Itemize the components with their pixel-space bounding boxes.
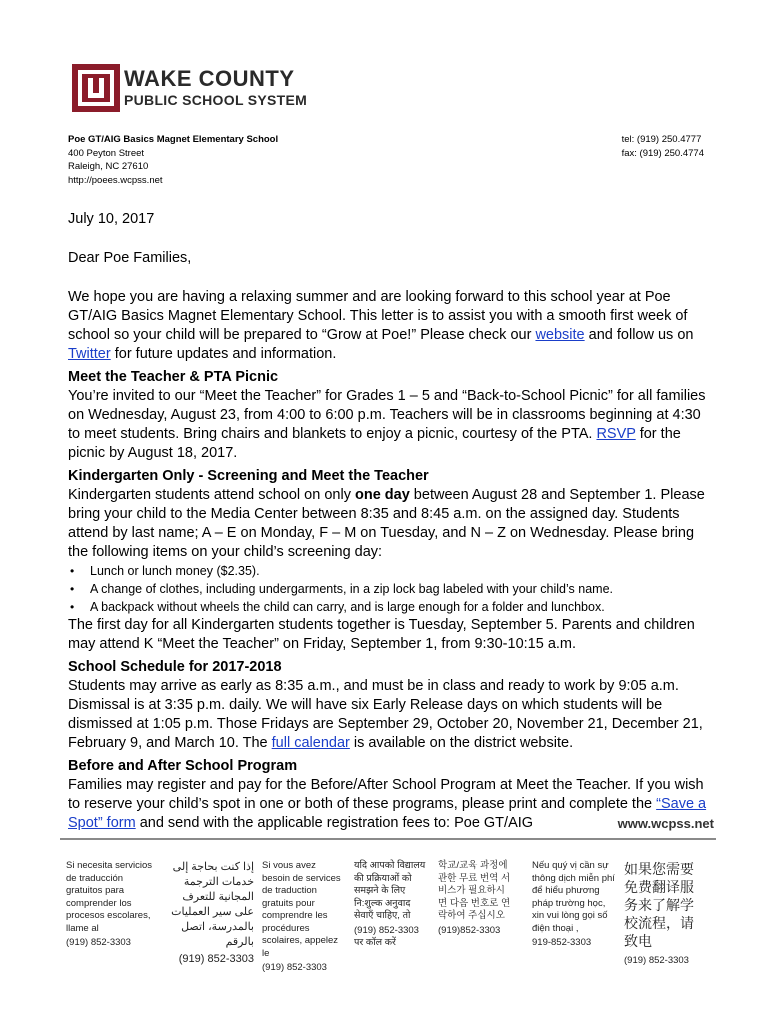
calendar-link[interactable]: full calendar	[271, 735, 350, 751]
notice-french: Si vous avez besoin de services de traduction gratuits pour comprendre les procédures scolaires, appelez le (919) 852-3303	[262, 860, 341, 973]
twitter-link[interactable]: Twitter	[68, 346, 111, 362]
school-name: Poe GT/AIG Basics Magnet Elementary School	[68, 134, 279, 145]
notice-spanish: Si necesita servicios de traducción gratuitos para comprender los procesos escolares, llame al (919) 852-3303	[66, 860, 153, 948]
website-link[interactable]: website	[535, 327, 585, 343]
address-line2: Raleigh, NC 27610	[68, 161, 149, 172]
school-website: http://poees.wcpss.net	[68, 174, 163, 186]
intro-paragraph: We hope you are having a relaxing summer and are looking forward to this school year at Poe GT/AIG Basics Magnet Elementary School. This letter is to assist you with a smooth first week of school so your child will be prepared to “Grow at Poe!” Please check our website and follow us on Twitter for future updates and information.	[68, 289, 694, 362]
tel: tel: (919) 250.4777	[621, 134, 702, 145]
footer-divider	[60, 838, 716, 840]
school-address-block	[68, 133, 278, 187]
greeting: Dear Poe Families,	[68, 250, 192, 266]
notice-chinese: 如果您需要免费翻译服务来了解学校流程，请致电 (919) 852-3303	[624, 861, 694, 966]
notice-korean: 학교/교육 과정에 관한 무료 번역 서비스가 필요하시면 다음 번호로 연락하여 주십시오 (919)852-3303	[438, 860, 511, 936]
notice-hindi: यदि आपको विद्यालय की प्रक्रियाओं को समझने के लिए नि:शुल्क अनुवाद सेवाएँ चाहिए, तो (919) 852-3303 पर कॉल करें	[354, 860, 426, 948]
section-before-after: Before and After School Program Families may register and pay for the Before/After School Program at Meet the Teacher. If you wish to reserve your child’s spot in one or both of these programs, please print and complete the “Save a Spot” form and send with the applicable registration fees to: Poe GT/AIG	[68, 758, 707, 831]
section-heading: School Schedule for 2017-2018	[68, 659, 282, 675]
section-heading: Meet the Teacher & PTA Picnic	[68, 369, 279, 385]
list-item: • Lunch or lunch money ($2.35).	[90, 562, 708, 580]
footer-website: www.wcpss.net	[617, 816, 714, 831]
list-item: • A change of clothes, including undergarments, in a zip lock bag labeled with your child’s name.	[90, 580, 708, 598]
section-schedule: School Schedule for 2017-2018 Students may arrive as early as 8:35 a.m., and must be in class and ready to work by 9:05 a.m. Dismissal is at 3:35 p.m. daily. We will have six Early Release days on which students will be dismissed at 1:05 p.m. Those Fridays are September 29, October 20, November 21, December 21, February 9, and March 10. The full calendar is available on the district website.	[68, 658, 708, 753]
letter-body	[68, 210, 708, 837]
translation-notices	[66, 860, 706, 1000]
notice-vietnamese: Nếu quý vị cần sự thông dịch miễn phí để hiểu phương pháp trường học, xin vui lòng gọi số điện thoại , 919-852-3303	[532, 860, 615, 948]
fax: fax: (919) 250.4774	[621, 147, 704, 159]
notice-arabic: إذا كنت بحاجة إلى خدمات الترجمة المجانية للتعرف على سير العمليات بالمدرسة، اتصل بالرقم (919) 852-3303	[171, 861, 254, 965]
rsvp-link[interactable]: RSVP	[596, 426, 636, 442]
contact-block	[622, 133, 704, 160]
section-heading: Kindergarten Only - Screening and Meet the Teacher	[68, 468, 429, 484]
save-a-spot-link[interactable]: “Save a Spot” form	[68, 796, 707, 831]
org-name: WAKE COUNTY	[124, 66, 295, 91]
section-meet-teacher: Meet the Teacher & PTA Picnic You’re invited to our “Meet the Teacher” for Grades 1 – 5 and “Back-to-School Picnic” for all families on Wednesday, August 23, from 4:00 to 6:00 p.m. Teachers will be in classrooms beginning at 4:30 to meet students. Bring chairs and blankets to enjoy a picnic, courtesy of the PTA. RSVP for the picnic by August 18, 2017.	[68, 368, 708, 463]
letter-date: July 10, 2017	[68, 211, 155, 227]
section-kindergarten: Kindergarten Only - Screening and Meet the Teacher Kindergarten students attend school on only one day between August 28 and September 1. Please bring your child to the Media Center between 8:35 and 8:45 a.m. on the assigned day. Students attend by last name; A – E on Monday, F – M on Tuesday, and N – Z on Wednesday. Please bring the following items on your child’s screening day: • Lunch or lunch money ($2.35). • A change of clothes, including undergarments, in a zip lock bag labeled with your child’s name. • A backpack without wheels the child can carry, and is large enough for a folder and lunchbox. The first day for all Kindergarten students together is Tuesday, September 5. Parents and children may attend K “Meet the Teacher” on Friday, September 1, from 9:30-10:15 a.m.	[68, 467, 708, 654]
org-subtitle: PUBLIC SCHOOL SYSTEM	[124, 92, 308, 108]
list-item: • A backpack without wheels the child can carry, and is large enough for a folder and lunchbox.	[90, 598, 708, 616]
address-line1: 400 Peyton Street	[68, 147, 145, 159]
wcpss-logo-icon	[72, 64, 120, 112]
section-heading: Before and After School Program	[68, 758, 298, 774]
screening-items-list	[68, 562, 708, 616]
